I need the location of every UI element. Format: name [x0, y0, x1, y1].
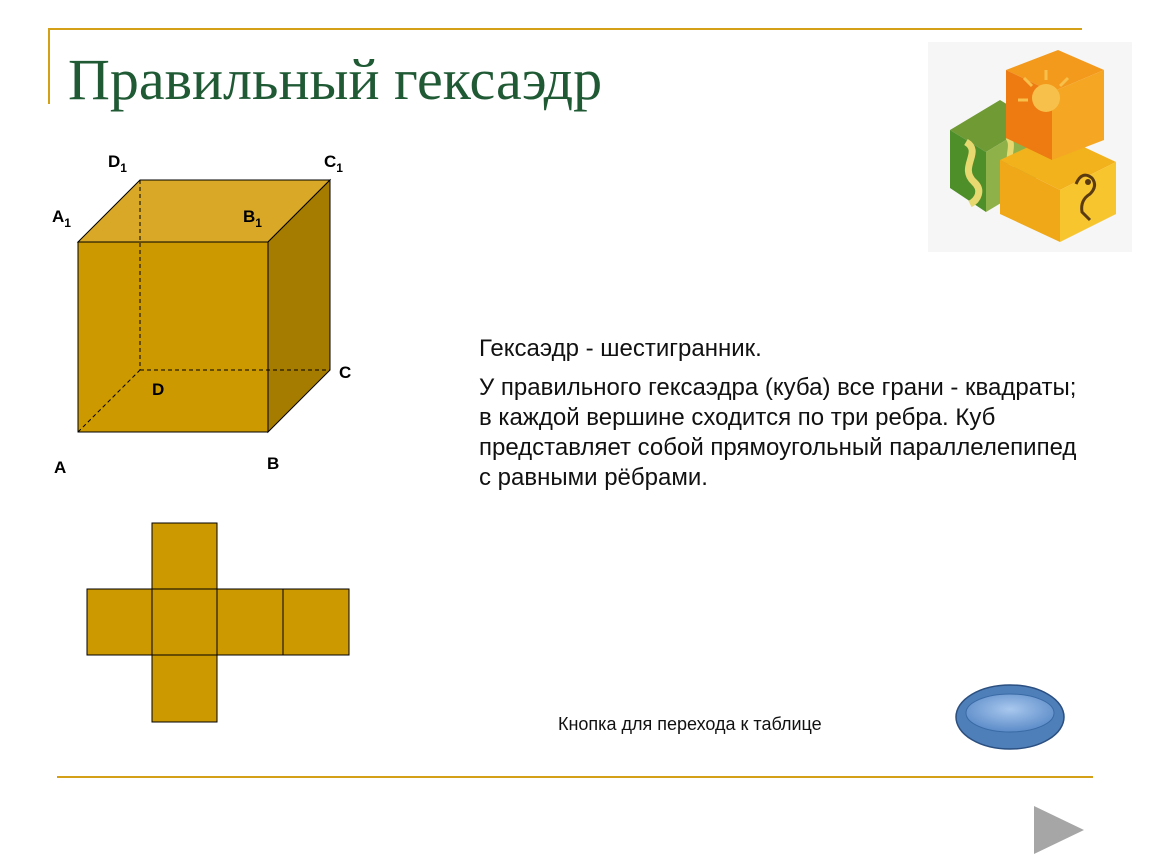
- toy-blocks-image: [928, 42, 1132, 252]
- vertex-c-label: C: [339, 363, 352, 382]
- vertex-a1-label: $A_1$: [52, 207, 71, 230]
- vertex-b-label: B: [267, 454, 280, 473]
- description-block: [479, 334, 1079, 493]
- net-square-right: [217, 589, 283, 655]
- footer-divider: [57, 776, 1093, 778]
- cube-diagram: [40, 145, 370, 485]
- frame-top-line: [48, 28, 1082, 30]
- net-square-left: [87, 589, 152, 655]
- net-square-bottom: [152, 655, 217, 722]
- cube-net-diagram: [84, 520, 354, 726]
- next-slide-button[interactable]: [1032, 804, 1086, 856]
- frame-left-line: [48, 28, 50, 104]
- vertex-a-label: A: [54, 458, 67, 477]
- net-square-center: [152, 589, 217, 655]
- cube-front-face: [78, 242, 268, 432]
- description-text: У правильного гексаэдра (куба) все грани - квадраты; в каждой вершине сходится по три ребра. Куб представляет собой прямоугольный параллелепипед с равными рёбрами.: [479, 374, 1077, 491]
- table-link-button[interactable]: [954, 683, 1066, 751]
- triangle-right-icon: [1034, 806, 1084, 854]
- net-square-far-right: [283, 589, 349, 655]
- slide-title: Правильный гексаэдр: [68, 47, 603, 112]
- table-button-label: Кнопка для перехода к таблице: [558, 714, 822, 734]
- vertex-d-label: D: [152, 380, 165, 399]
- vertex-d1-label: $D_1$: [108, 152, 127, 175]
- definition-text: Гексаэдр - шестигранник.: [479, 335, 762, 362]
- vertex-b1-label: $B_1$: [243, 207, 262, 230]
- vertex-c1-label: $C_1$: [324, 152, 343, 175]
- net-square-top: [152, 523, 217, 589]
